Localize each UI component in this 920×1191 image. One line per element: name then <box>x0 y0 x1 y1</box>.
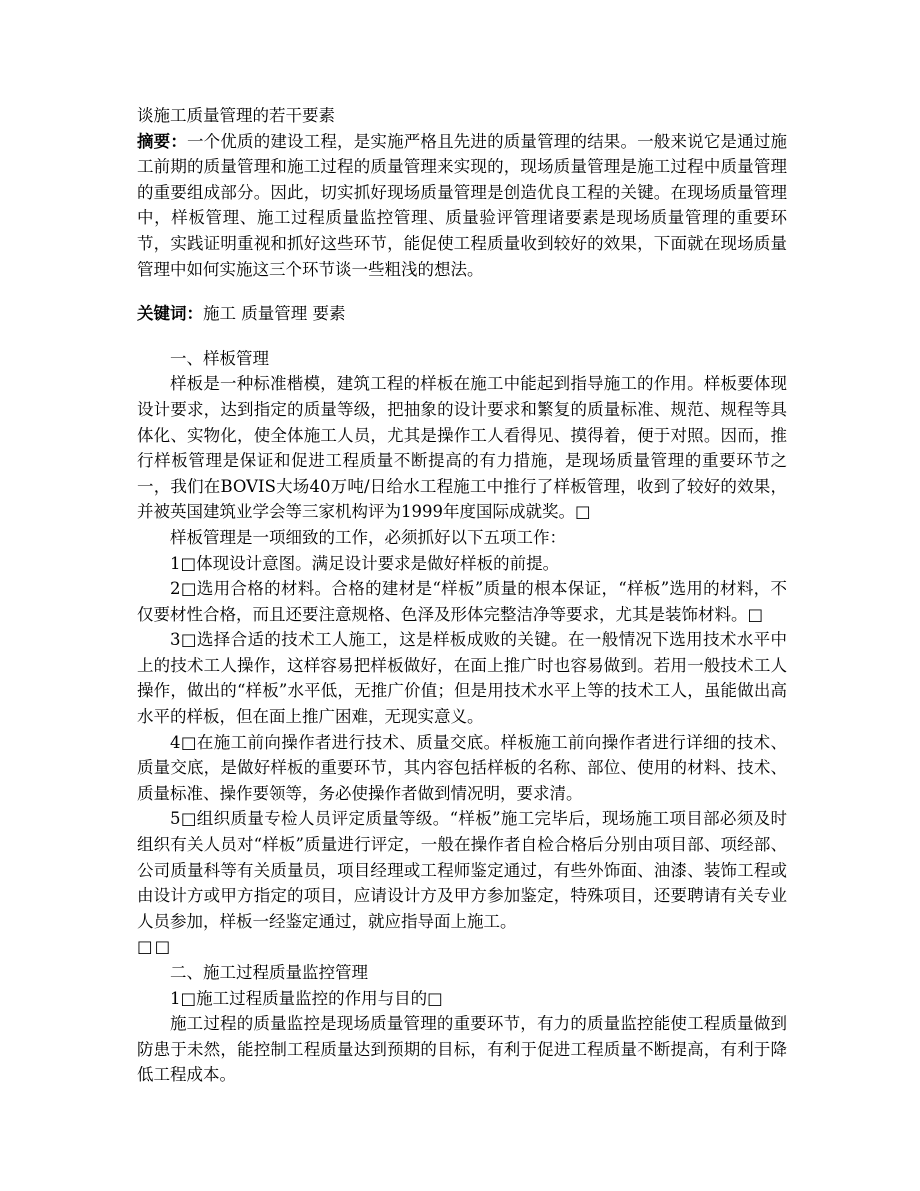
section1-paragraph-1: 样板是一种标准楷模，建筑工程的样板在施工中能起到指导施工的作用。样板要体现设计要求，达到指定的质量等级，把抽象的设计要求和繁复的质量标准、规范、规程等具体化、实物化，使全体施工人员，尤其是操作工人看得见、摸得着，便于对照。因而，推行样板管理是保证和促进工程质量不断提高的有力措施，是现场质量管理的重要环节之一，我们在BOVIS大场40万吨/日给水工程施工中推行了样板管理，收到了较好的效果，并被英国建筑业学会等三家机构评为1999年度国际成就奖。□ <box>137 374 787 522</box>
section2-paragraph-1: 施工过程的质量监控是现场质量管理的重要环节，有力的质量监控能使工程质量做到防患于未然，能控制工程质量达到预期的目标，有利于促进工程质量不断提高，有利于降低工程成本。 <box>137 1014 787 1085</box>
section1-paragraph-2: 样板管理是一项细致的工作，必须抓好以下五项工作： <box>170 527 566 547</box>
list-item-2: 2□选用合格的材料。合格的建材是“样板”质量的根本保证，“样板”选用的材料，不仅要材性合格，而且还要注意规格、色泽及形体完整洁净等要求，尤其是装饰材料。□ <box>137 579 787 624</box>
list-item-3: 3□选择合适的技术工人施工，这是样板成败的关键。在一般情况下选用技术水平中上的技术工人操作，这样容易把样板做好，在面上推广时也容易做到。若用一般技术工人操作，做出的“样板”水平低，无推广价值；但是用技术水平上等的技术工人，虽能做出高水平的样板，但在面上推广困难，无现实意义。 <box>137 630 787 727</box>
list-item-5: 5□组织质量专检人员评定质量等级。“样板”施工完毕后，现场施工项目部必须及时组织有关人员对“样板”质量进行评定，一般在操作者自检合格后分别由项目部、项经部、公司质量科等有关质量员，项目经理或工程师鉴定通过，有些外饰面、油漆、装饰工程或由设计方或甲方指定的项目，应请设计方及甲方参加鉴定，特殊项目，还要聘请有关专业人员参加，样板一经鉴定通过，就应指导面上施工。 <box>137 809 787 931</box>
keywords-label: 关键词： <box>137 304 203 324</box>
abstract-text: 一个优质的建设工程，是实施严格且先进的质量管理的结果。一般来说它是通过施工前期的质量管理和施工过程的质量管理来实现的，现场质量管理是施工过程中质量管理的重要组成部分。因此，切实抓好现场质量管理是创造优良工程的关键。在现场质量管理中，样板管理、施工过程质量监控管理、质量验评管理诸要素是现场质量管理的重要环节，实践证明重视和抓好这些环节，能促使工程质量收到较好的效果，下面就在现场质量管理中如何实施这三个环节谈一些粗浅的想法。 <box>137 131 788 279</box>
list-item-4: 4□在施工前向操作者进行技术、质量交底。样板施工前向操作者进行详细的技术、质量交底，是做好样板的重要环节，其内容包括样板的名称、部位、使用的材料、技术、质量标准、操作要领等，务必使操作者做到情况明，要求清。 <box>137 732 787 803</box>
keywords-text: 施工 质量管理 要素 <box>203 304 346 324</box>
document-page <box>137 103 787 1088</box>
list-item-5-trailing-marks: □□ <box>137 937 173 957</box>
section2-heading: 二、施工过程质量监控管理 <box>170 963 368 982</box>
abstract-label: 摘要： <box>137 131 188 151</box>
section2-subheading-1: 1□施工过程质量监控的作用与目的□ <box>170 988 443 1008</box>
section1-heading: 一、样板管理 <box>170 348 269 368</box>
abstract-paragraph <box>137 129 787 283</box>
list-item-1: 1□体现设计意图。满足设计要求是做好样板的前提。 <box>170 553 560 573</box>
keywords-paragraph <box>137 301 787 327</box>
document-title: 谈施工质量管理的若干要素 <box>137 106 335 125</box>
